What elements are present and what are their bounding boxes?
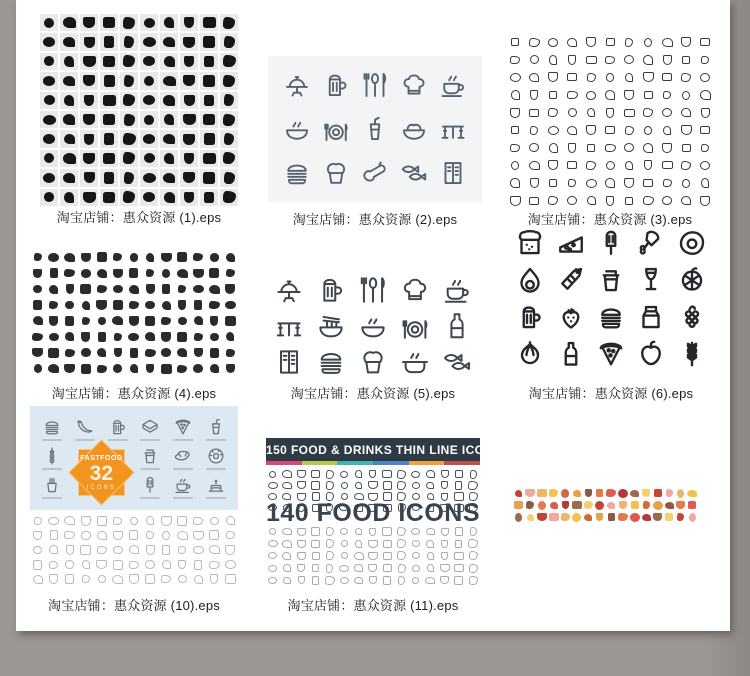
tea-cup-icon xyxy=(441,274,473,306)
icon-set-11-preview xyxy=(266,438,502,614)
set-2-caption: 淘宝店铺：惠众资源 (2).eps xyxy=(292,212,458,227)
icon-set-5-preview xyxy=(264,274,482,402)
cloche-icon xyxy=(282,70,312,100)
soda-glass-icon xyxy=(360,114,390,144)
catalog-page xyxy=(16,0,730,631)
line-icon-panel xyxy=(504,226,718,371)
milk-carton-icon xyxy=(636,302,666,332)
tea-cup-icon xyxy=(167,473,200,502)
coffee-to-go-icon xyxy=(134,443,167,472)
set-3-caption: 淘宝店铺：惠众资源 (3).eps xyxy=(527,212,693,227)
popsicle-icon xyxy=(134,473,167,502)
wine-glass-icon xyxy=(636,265,666,295)
cutlery-icon xyxy=(357,274,389,306)
icon-grid xyxy=(30,250,238,376)
carrot-icon xyxy=(556,265,586,295)
line-icon-panel xyxy=(264,274,482,378)
set-11-caption: 淘宝店铺：惠众资源 (11).eps xyxy=(287,598,459,613)
table-chairs-icon xyxy=(273,310,305,342)
coffee-to-go-icon xyxy=(596,265,626,295)
grapes-icon xyxy=(677,302,707,332)
chef-hat-icon xyxy=(399,70,429,100)
plate-cutlery-icon xyxy=(321,114,351,144)
fastfood-panel xyxy=(30,406,238,510)
apple-icon xyxy=(636,339,666,369)
icon-grid xyxy=(30,514,238,586)
sausage-icon xyxy=(360,158,390,188)
icon-set-2-preview xyxy=(268,56,482,228)
cheese-icon xyxy=(556,228,586,258)
croissant-icon xyxy=(167,443,200,472)
onion-icon xyxy=(515,339,545,369)
burger-icon xyxy=(596,302,626,332)
kebab-icon xyxy=(36,443,69,472)
soft-drink-icon xyxy=(199,414,232,443)
beer-mug-icon xyxy=(315,274,347,306)
set-4-caption: 淘宝店铺：惠众资源 (4).eps xyxy=(51,386,217,401)
icon-grid xyxy=(514,488,698,522)
icon-set-6-preview xyxy=(504,226,718,402)
icon-set-4-preview xyxy=(30,250,238,402)
popsicle-icon xyxy=(596,228,626,258)
soup-bowl-icon xyxy=(357,310,389,342)
noodle-bowl-icon xyxy=(315,310,347,342)
plate-cutlery-icon xyxy=(399,310,431,342)
soup-bowl-icon xyxy=(282,114,312,144)
chicken-leg-icon xyxy=(636,228,666,258)
bottle-icon xyxy=(556,339,586,369)
beer-mug-icon xyxy=(321,70,351,100)
fish-pair-icon xyxy=(441,346,473,378)
strawberry-icon xyxy=(556,302,586,332)
rainbow-stripe xyxy=(266,461,480,465)
toast-icon xyxy=(515,228,545,258)
bottle-icon xyxy=(441,310,473,342)
pizza-slice-icon xyxy=(167,414,200,443)
burger-icon xyxy=(315,346,347,378)
cloche-icon xyxy=(273,274,305,306)
banana-icon xyxy=(69,414,102,443)
set-5-caption: 淘宝店铺：惠众资源 (5).eps xyxy=(290,386,456,401)
cupcake-icon xyxy=(321,158,351,188)
icon-set-1-preview xyxy=(40,14,238,226)
citrus-icon xyxy=(677,265,707,295)
icon-set-3-preview xyxy=(506,34,714,228)
fries-icon xyxy=(36,473,69,502)
big-title: 140 FOOD ICONS xyxy=(266,499,480,527)
set-1-caption: 淘宝店铺：惠众资源 (1).eps xyxy=(56,210,222,225)
beer-mug-icon xyxy=(515,302,545,332)
badge-title: FASTFOOD xyxy=(80,454,123,462)
icon-set-10-preview xyxy=(30,406,238,614)
icon-grid xyxy=(266,526,480,586)
tea-cup-icon xyxy=(438,70,468,100)
badge-unit: ICONS xyxy=(86,484,116,491)
cupcake-icon xyxy=(357,346,389,378)
badge-count: 32 xyxy=(89,461,113,485)
chef-hat-icon xyxy=(399,274,431,306)
menu-icon xyxy=(438,158,468,188)
sandwich-icon xyxy=(134,414,167,443)
avocado-icon xyxy=(515,265,545,295)
fastfood-badge xyxy=(69,443,134,502)
burger-icon xyxy=(282,158,312,188)
cooking-pot-icon xyxy=(399,346,431,378)
cutlery-icon xyxy=(360,70,390,100)
salad-bowl-icon xyxy=(399,114,429,144)
cake-slice-icon xyxy=(199,473,232,502)
pizza-slice-icon xyxy=(596,339,626,369)
icon-grid xyxy=(506,34,714,209)
icon-grid xyxy=(40,14,238,206)
set-6-caption: 淘宝店铺：惠众资源 (6).eps xyxy=(528,386,694,401)
fish-pair-icon xyxy=(399,158,429,188)
table-chairs-icon xyxy=(438,114,468,144)
fried-egg-icon xyxy=(677,228,707,258)
menu-icon xyxy=(273,346,305,378)
line-icon-panel xyxy=(268,56,482,202)
colored-icon-strip xyxy=(514,488,698,522)
donut-icon xyxy=(199,443,232,472)
set-10-caption: 淘宝店铺：惠众资源 (10).eps xyxy=(48,598,220,613)
banner-title: 150 FOOD & DRINKS THIN LINE ICONS xyxy=(266,438,480,461)
burger-icon xyxy=(36,414,69,443)
wheat-icon xyxy=(677,339,707,369)
beer-mug-icon xyxy=(101,414,134,443)
